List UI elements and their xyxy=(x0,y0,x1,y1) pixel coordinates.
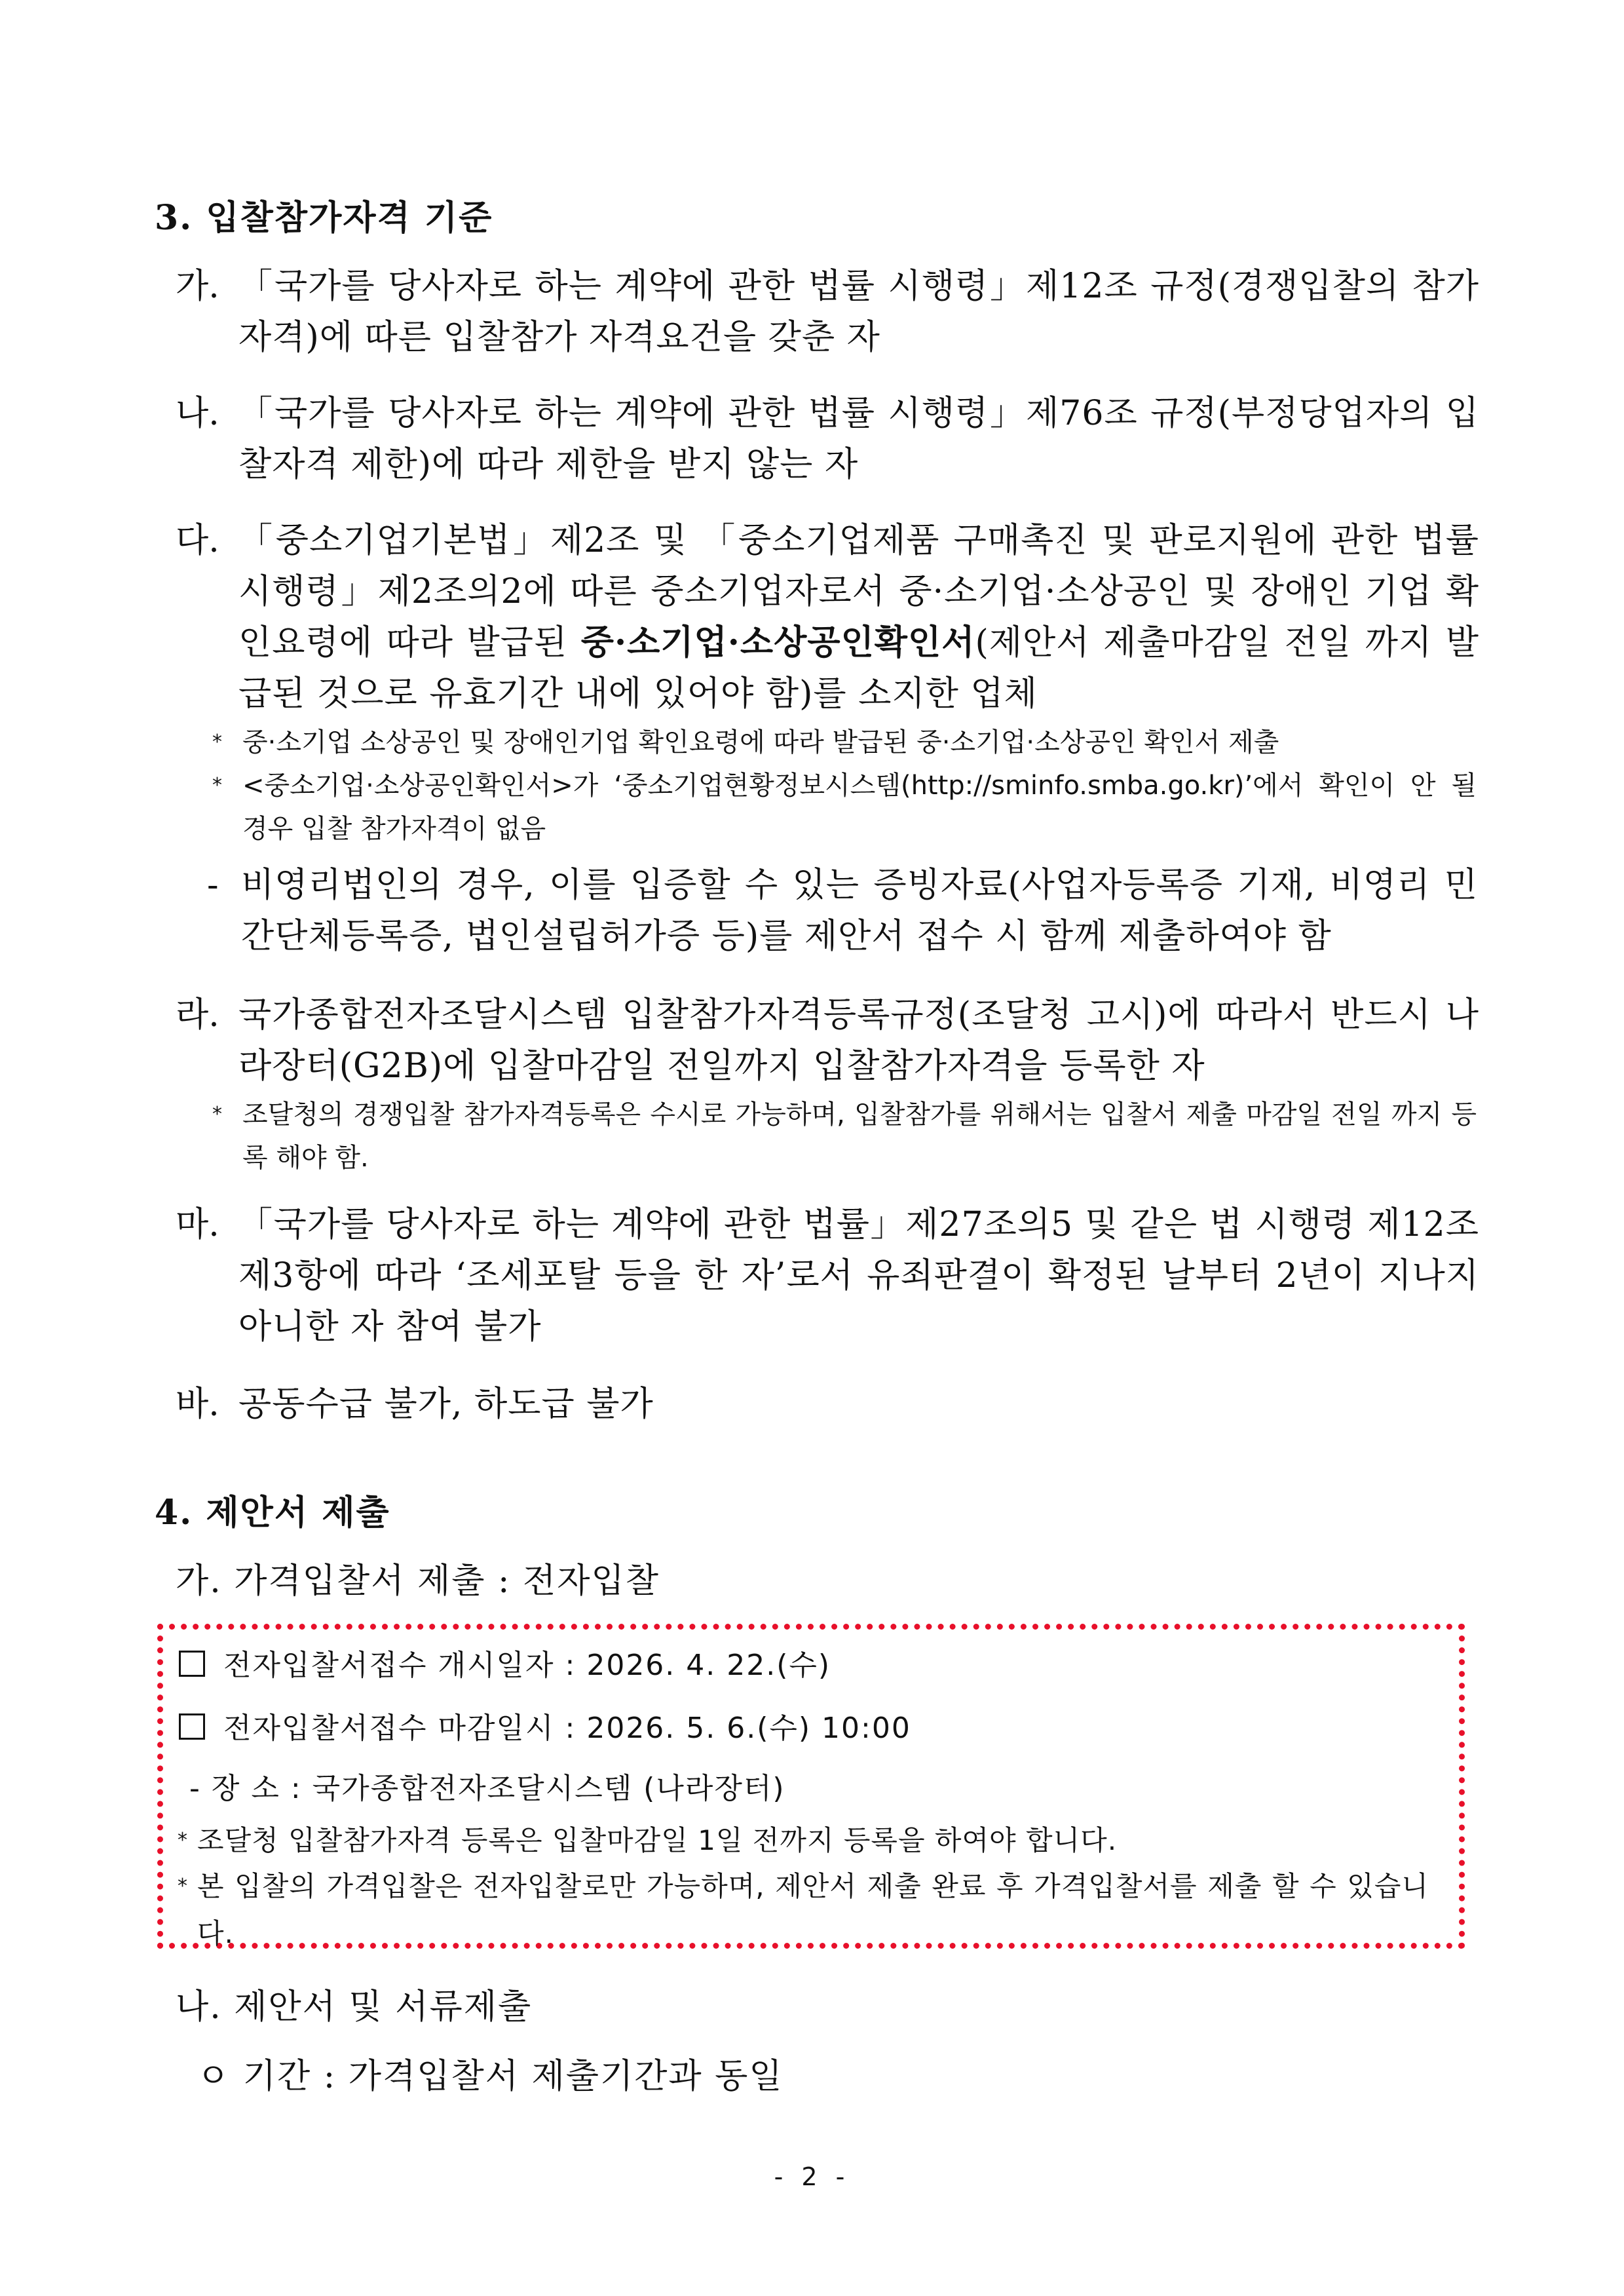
item-label: 다. xyxy=(176,521,219,560)
qualification-item-ba xyxy=(176,1379,1479,1430)
dash-item-nonprofit xyxy=(207,860,1478,962)
item-text xyxy=(238,515,1479,719)
asterisk: * xyxy=(178,1829,187,1852)
bid-close-date-text: 전자입찰서접수 마감일시 : 2026. 5. 6.(수) 10:00 xyxy=(223,1712,911,1745)
box-note-1 xyxy=(178,1817,1429,1864)
item-label: 나. xyxy=(176,394,219,433)
item-label: 마. xyxy=(176,1205,219,1244)
qualification-item-ma xyxy=(176,1199,1479,1352)
item-text: 「국가를 당사자로 하는 계약에 관한 법률 시행령」제12조 규정(경쟁입찰의 참가자격)에 따른 입찰참가 자격요건을 갖춘 자 xyxy=(238,267,1479,357)
note-text: 조달청 입찰참가자격 등록은 입찰마감일 1일 전까지 등록을 하여야 합니다. xyxy=(197,1824,1118,1856)
note-ra xyxy=(212,1093,1477,1179)
qualification-item-da xyxy=(176,515,1479,719)
item-label: 가. xyxy=(176,267,219,306)
item-text: 국가종합전자조달시스템 입찰참가자격등록규정(조달청 고시)에 따라서 반드시 나라장터(G2B)에 입찰마감일 전일까지 입찰참가자격을 등록한 자 xyxy=(238,995,1479,1086)
sub-heading-price-bid: 가. 가격입찰서 제출 : 전자입찰 xyxy=(176,1561,660,1601)
asterisk: * xyxy=(212,1103,222,1126)
note-text: 본 입찰의 가격입찰은 전자입찰로만 가능하며, 제안서 제출 완료 후 가격입찰서를 제출 할 수 있습니다. xyxy=(197,1870,1429,1949)
qualification-item-ga xyxy=(176,261,1479,363)
note-text: 중·소기업 소상공인 및 장애인기업 확인요령에 따라 발급된 중·소기업·소상공인 확인서 제출 xyxy=(242,727,1279,757)
asterisk: * xyxy=(212,731,222,754)
dash-text: 비영리법인의 경우, 이를 입증할 수 있는 증빙자료(사업자등록증 기재, 비영리 민간단체등록증, 법인설립허가증 등)를 제안서 접수 시 함께 제출하여야 함 xyxy=(241,866,1478,956)
item-text-before: 「중소기업기본법」제2조 및 「중소기업제품 구매촉진 및 판로지원에 관한 법률 시행령」제2조의2에 따른 중소기업자로서 중·소기업·소상공인 및 장애인 기업 확인요령에 따라 발급된 xyxy=(238,521,1479,662)
note-text: <중소기업·소상공인확인서>가 ‘중소기업현황정보시스템(http://sminfo.smba.go.kr)’에서 확인이 안 될 경우 입찰 참가자격이 없음 xyxy=(242,771,1477,844)
submission-period: ㅇ 기간 : 가격입찰서 제출기간과 동일 xyxy=(197,2057,784,2096)
checkbox-icon xyxy=(179,1713,205,1740)
bid-close-date xyxy=(179,1704,911,1746)
checkbox-icon xyxy=(179,1651,205,1677)
box-note-2 xyxy=(178,1863,1429,1957)
bid-open-date xyxy=(179,1641,831,1683)
section-3-heading: 3. 입찰참가자격 기준 xyxy=(155,198,493,238)
item-text: 공동수급 불가, 하도급 불가 xyxy=(238,1385,654,1424)
item-label: 라. xyxy=(176,995,219,1035)
note-da-2 xyxy=(212,764,1477,851)
sub-heading-proposal: 나. 제안서 및 서류제출 xyxy=(176,1987,533,2027)
page-number: - 2 - xyxy=(774,2162,850,2191)
certificate-name: 중·소기업·소상공인확인서 xyxy=(580,622,975,662)
bid-schedule-box xyxy=(157,1624,1465,1949)
item-text: 「국가를 당사자로 하는 계약에 관한 법률 시행령」제76조 규정(부정당업자의 입찰자격 제한)에 따라 제한을 받지 않는 자 xyxy=(238,394,1479,484)
bid-open-date-text: 전자입찰서접수 개시일자 : 2026. 4. 22.(수) xyxy=(223,1649,831,1682)
item-label: 바. xyxy=(176,1385,219,1424)
asterisk: * xyxy=(178,1875,187,1898)
asterisk: * xyxy=(212,774,222,797)
note-da-1 xyxy=(212,721,1477,764)
section-4-heading: 4. 제안서 제출 xyxy=(155,1493,390,1533)
dash-mark: - xyxy=(207,866,219,905)
item-text: 「국가를 당사자로 하는 계약에 관한 법률」제27조의5 및 같은 법 시행령 제12조 제3항에 따라 ‘조세포탈 등을 한 자’로서 유죄판결이 확정된 날부터 2년이 지나지 아니한 자 참여 불가 xyxy=(238,1205,1479,1347)
qualification-item-na xyxy=(176,388,1479,490)
note-text: 조달청의 경쟁입찰 참가자격등록은 수시로 가능하며, 입찰참가를 위해서는 입찰서 제출 마감일 전일 까지 등록 해야 함. xyxy=(242,1100,1477,1173)
item-text-after: (제안서 제출마감일 전일 까지 발급된 것으로 유효기간 내에 있어야 함)를 소지한 업체 xyxy=(238,623,1479,714)
qualification-item-ra xyxy=(176,989,1479,1092)
bid-location: - 장 소 : 국가종합전자조달시스템 (나라장터) xyxy=(189,1772,785,1805)
